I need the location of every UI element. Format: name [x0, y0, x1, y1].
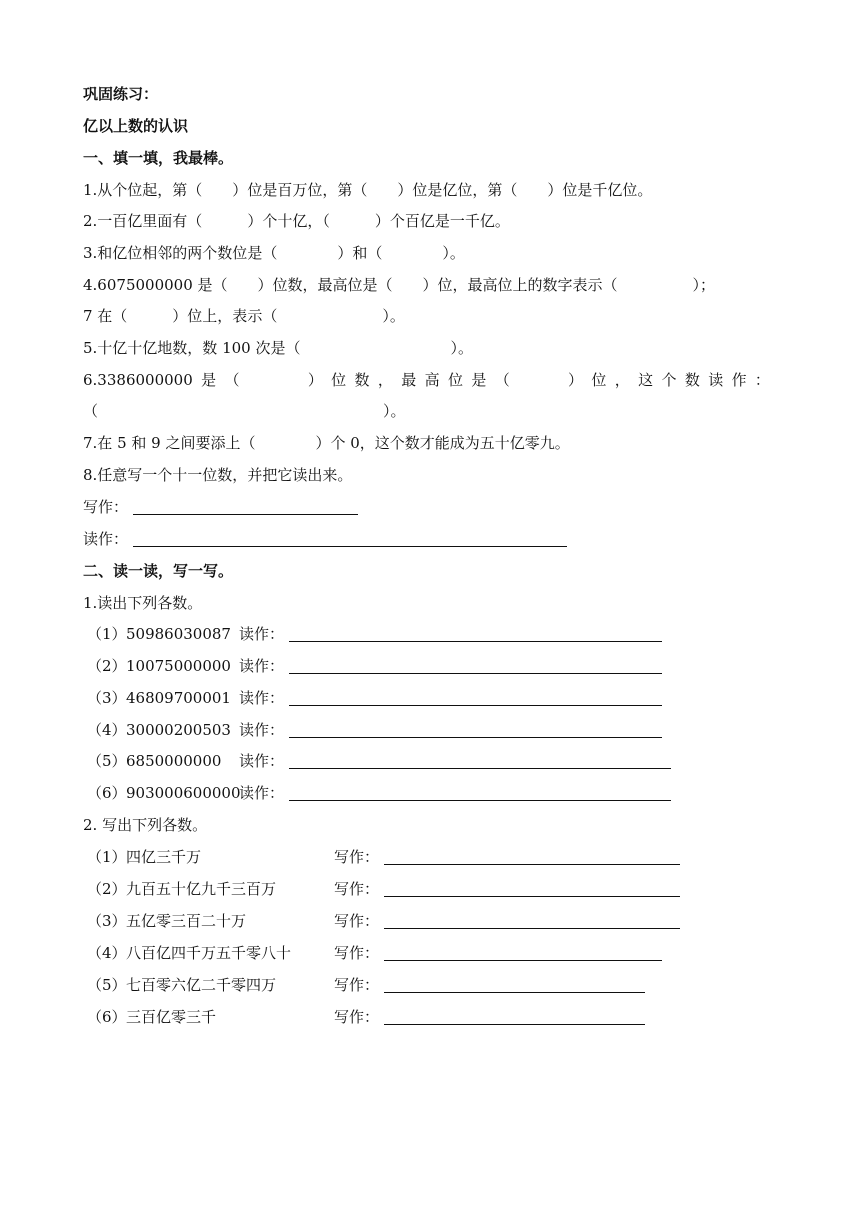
read-label: 读作：: [239, 784, 285, 802]
q6-token: 最: [401, 371, 417, 389]
number-value: 50986030087: [126, 625, 231, 643]
question-3: 3.和亿位相邻的两个数位是（ ）和（ ）。: [83, 244, 465, 262]
answer-line[interactable]: [289, 641, 662, 642]
q6-token: 6.3386000000: [83, 371, 193, 389]
question-2: 2.一百亿里面有（ ）个十亿，（ ）个百亿是一千亿。: [83, 212, 510, 230]
question-6-line1: [83, 370, 770, 390]
answer-line[interactable]: [384, 1024, 645, 1025]
answer-line[interactable]: [289, 673, 662, 674]
list-item-number: （4）: [87, 721, 127, 739]
question-4-line1: 4.6075000000 是（ ）位数，最高位是（ ）位，最高位上的数字表示（ ）；: [83, 276, 716, 294]
chinese-number: 九百五十亿九千三百万: [126, 880, 277, 898]
write-label: 写作：: [83, 498, 129, 516]
write-label: 写作：: [334, 912, 380, 930]
chinese-number: 七百零六亿二千零四万: [126, 976, 277, 994]
list-item-number: （3）: [87, 912, 127, 930]
answer-line[interactable]: [384, 928, 680, 929]
q6-token: 位: [331, 371, 347, 389]
list-item-number: （5）: [87, 752, 127, 770]
chinese-number: 三百亿零三千: [126, 1008, 217, 1026]
q6-token: ，: [377, 371, 393, 389]
heading-topic: 亿以上数的认识: [83, 117, 189, 135]
chinese-number: 四亿三千万: [126, 848, 202, 866]
q6-token: 位: [591, 371, 607, 389]
write-label: 写作：: [334, 1008, 380, 1026]
q6-token: 个: [661, 371, 677, 389]
read-label: 读作：: [239, 721, 285, 739]
read-label: 读作：: [239, 752, 285, 770]
question-1: 1.从个位起，第（ ）位是百万位，第（ ）位是亿位，第（ ）位是千亿位。: [83, 181, 653, 199]
list-item-number: （5）: [87, 976, 127, 994]
answer-line[interactable]: [384, 896, 680, 897]
list-item-number: （6）: [87, 1008, 127, 1026]
list-item-number: （1）: [87, 848, 127, 866]
answer-line[interactable]: [384, 992, 645, 993]
read-label: 读作：: [239, 657, 285, 675]
list-item-number: （2）: [87, 657, 127, 675]
q6-token: 读: [708, 371, 724, 389]
read-answer-line[interactable]: [133, 546, 567, 547]
q6-token: 这: [638, 371, 654, 389]
question-4-line2: 7 在（ ）位上，表示（ ）。: [83, 307, 405, 325]
q6-token: 位: [447, 371, 463, 389]
write-answer-line[interactable]: [133, 514, 358, 515]
question-6-line2: （ ）。: [83, 402, 406, 420]
answer-line[interactable]: [289, 768, 671, 769]
read-label: 读作：: [239, 625, 285, 643]
list-item-number: （2）: [87, 880, 127, 898]
number-value: 10075000000: [126, 657, 231, 675]
q6-token: （: [494, 371, 510, 389]
answer-line[interactable]: [289, 705, 662, 706]
question-5: 5.十亿十亿地数，数 100 次是（ ）。: [83, 339, 473, 357]
write-label: 写作：: [334, 880, 380, 898]
q6-token: 数: [684, 371, 700, 389]
section1-title: 一、填一填，我最棒。: [83, 149, 234, 167]
list-item-number: （4）: [87, 944, 127, 962]
write-label: 写作：: [334, 848, 380, 866]
q6-token: （: [224, 371, 240, 389]
number-value: 903000600000: [126, 784, 241, 802]
q6-token: 高: [424, 371, 440, 389]
part2-title: 2. 写出下列各数。: [83, 816, 208, 834]
section2-title: 二、读一读，写一写。: [83, 562, 234, 580]
number-value: 46809700001: [126, 689, 231, 707]
list-item-number: （1）: [87, 625, 127, 643]
heading-practice: 巩固练习：: [83, 85, 159, 103]
chinese-number: 五亿零三百二十万: [126, 912, 247, 930]
answer-line[interactable]: [384, 864, 680, 865]
q6-token: 是: [201, 371, 217, 389]
question-8: 8.任意写一个十一位数，并把它读出来。: [83, 466, 353, 484]
list-item-number: （6）: [87, 784, 127, 802]
answer-line[interactable]: [289, 737, 662, 738]
q6-token: ，: [614, 371, 630, 389]
part1-title: 1.读出下列各数。: [83, 594, 203, 612]
q6-token: 数: [354, 371, 370, 389]
number-value: 30000200503: [126, 721, 231, 739]
q6-token: ）: [307, 371, 323, 389]
q6-token: ：: [754, 371, 770, 389]
read-label: 读作：: [239, 689, 285, 707]
q6-token: 是: [471, 371, 487, 389]
write-label: 写作：: [334, 976, 380, 994]
write-label: 写作：: [334, 944, 380, 962]
chinese-number: 八百亿四千万五千零八十: [126, 944, 292, 962]
number-value: 6850000000: [126, 752, 222, 770]
q6-token: 作: [731, 371, 747, 389]
answer-line[interactable]: [384, 960, 662, 961]
answer-line[interactable]: [289, 800, 671, 801]
question-7: 7.在 5 和 9 之间要添上（ ）个 0，这个数才能成为五十亿零九。: [83, 434, 570, 452]
list-item-number: （3）: [87, 689, 127, 707]
q6-token: ）: [568, 371, 584, 389]
read-label: 读作：: [83, 530, 129, 548]
